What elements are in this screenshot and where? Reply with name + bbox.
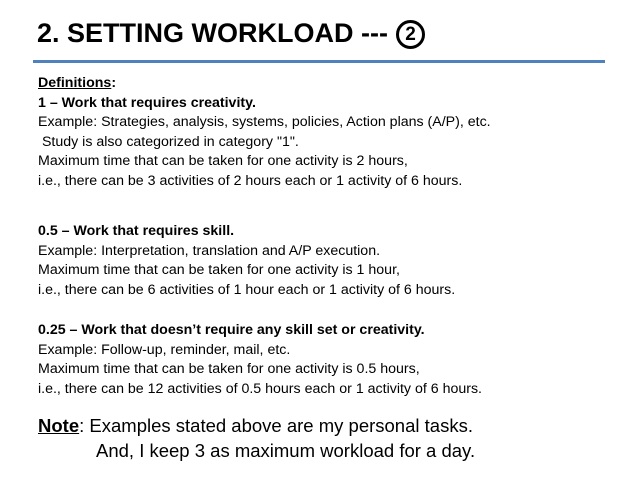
category-2-line: i.e., there can be 6 activities of 1 hour each or 1 activity of 6 hours. [38, 281, 456, 298]
definitions-heading-text: Definitions [38, 75, 112, 91]
note-block [38, 413, 475, 463]
definitions-block-3 [38, 321, 482, 399]
note-line-1 [38, 415, 473, 436]
category-3-line: Example: Follow-up, reminder, mail, etc. [38, 341, 291, 358]
title-divider [33, 60, 605, 63]
category-1-line: Example: Strategies, analysis, systems, policies, Action plans (A/P), etc. [38, 114, 491, 130]
note-text: : Examples stated above are my personal tasks. [79, 415, 473, 436]
circled-number: 2 [396, 20, 425, 49]
category-2-line: Example: Interpretation, translation and A/P execution. [38, 242, 381, 259]
category-1-line: i.e., there can be 3 activities of 2 hours each or 1 activity of 6 hours. [38, 172, 463, 189]
category-2-title: 0.5 – Work that requires skill. [38, 223, 235, 239]
category-1-line: Study is also categorized in category "1". [38, 133, 299, 150]
definitions-heading-colon: : [111, 75, 117, 91]
definitions-heading [38, 74, 491, 94]
definitions-block-1 [38, 74, 491, 191]
category-2-line: Maximum time that can be taken for one activity is 1 hour, [38, 262, 400, 278]
category-3-line: i.e., there can be 12 activities of 0.5 hours each or 1 activity of 6 hours. [38, 380, 482, 397]
note-line-2: And, I keep 3 as maximum workload for a day. [96, 440, 476, 461]
category-3-line: Maximum time that can be taken for one activity is 0.5 hours, [38, 361, 420, 377]
note-label: Note [38, 415, 80, 436]
category-1-title: 1 – Work that requires creativity. [38, 94, 256, 111]
slide-title [37, 18, 425, 49]
slide-title-text: 2. SETTING WORKLOAD --- [37, 18, 388, 48]
category-3-title: 0.25 – Work that doesn’t require any skill set or creativity. [38, 322, 425, 338]
category-1-line: Maximum time that can be taken for one activity is 2 hours, [38, 153, 408, 169]
definitions-block-2 [38, 222, 455, 300]
